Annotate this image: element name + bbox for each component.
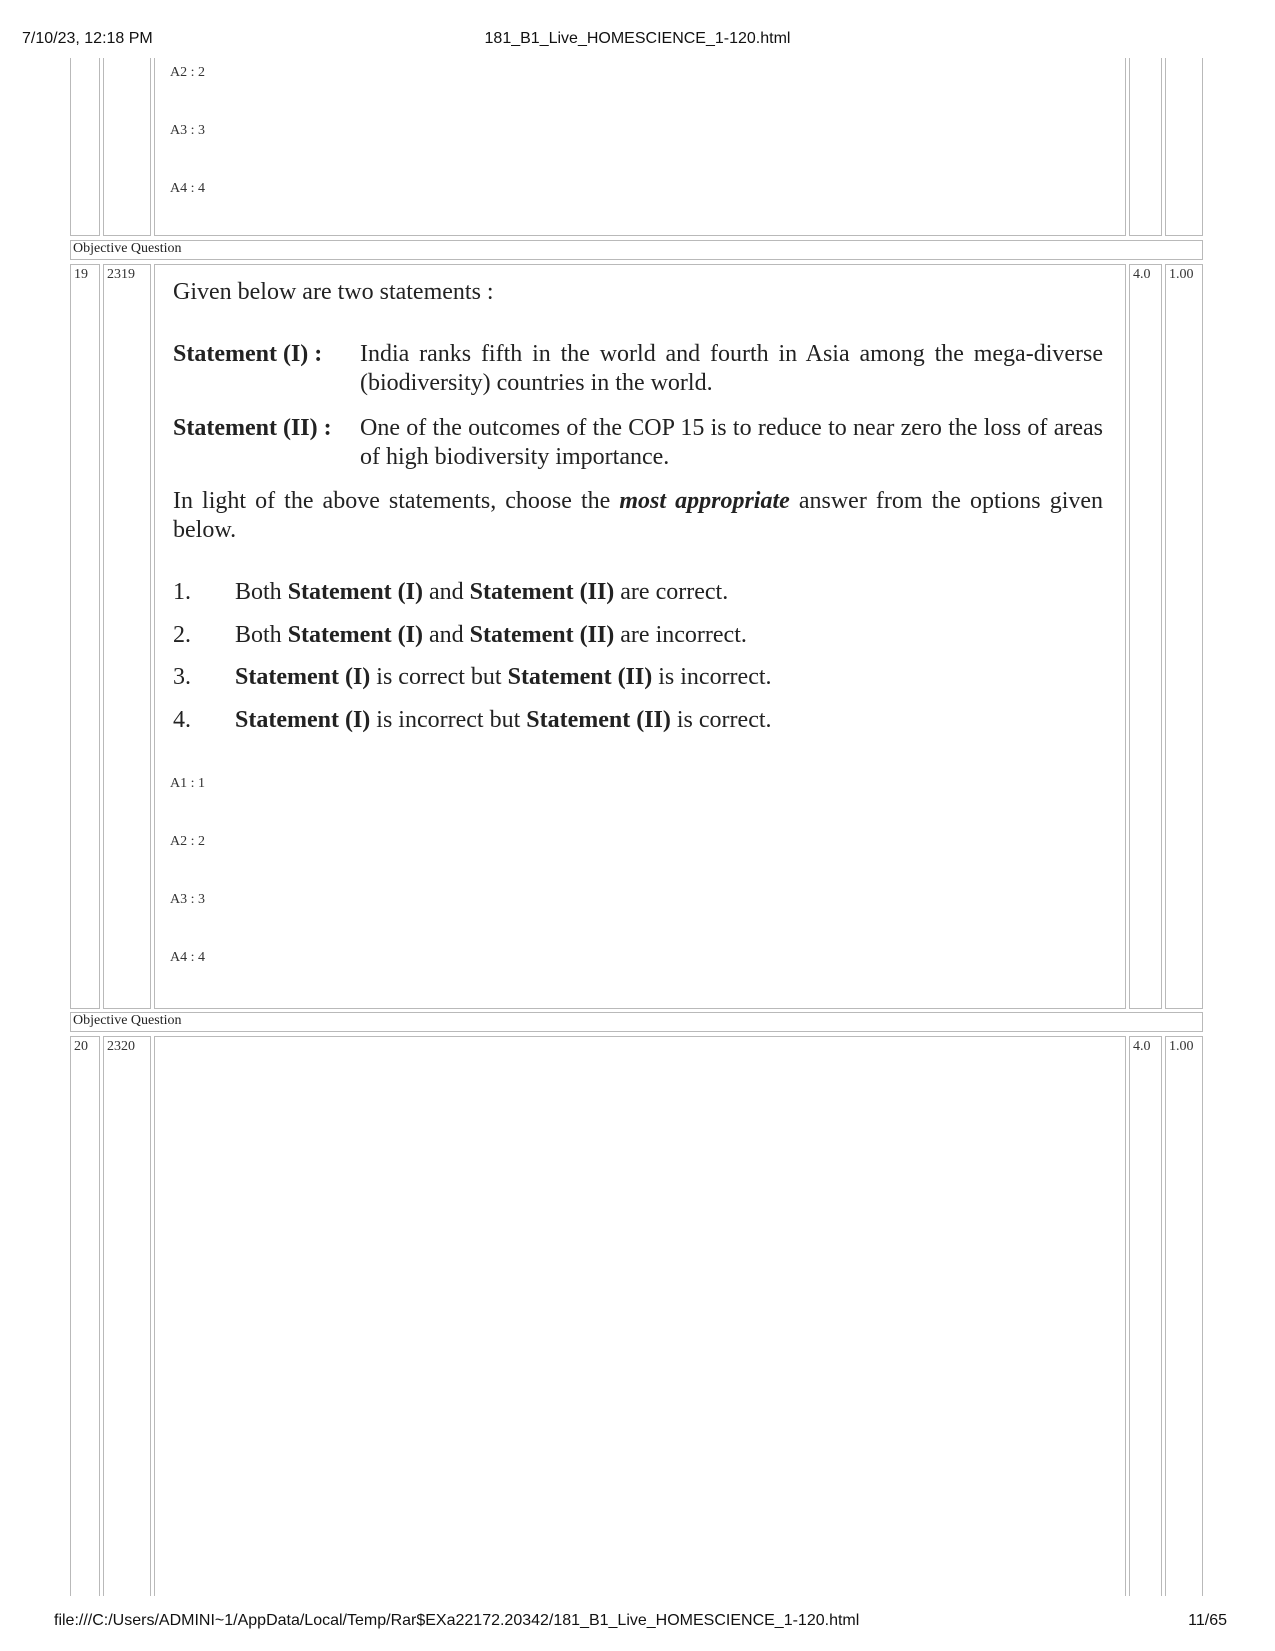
question-intro: Given below are two statements : bbox=[173, 279, 494, 305]
question-20-negative-cell bbox=[1165, 1036, 1203, 1596]
question-20-marks-cell bbox=[1129, 1036, 1162, 1596]
prev-option-a3: A3 : 3 bbox=[170, 123, 205, 138]
statement-2-text: One of the outcomes of the COP 15 is to reduce to near zero the loss of areas of high biodiversity importance. bbox=[360, 415, 1103, 470]
question-20-id-cell bbox=[103, 1036, 151, 1596]
statement-2-label: Statement (II) : bbox=[173, 415, 332, 441]
question-sno: 19 bbox=[74, 267, 88, 282]
option-a4: A4 : 4 bbox=[170, 950, 205, 965]
print-footer bbox=[0, 1612, 1275, 1634]
prev-content-cell bbox=[154, 58, 1126, 236]
question-type-label-2: Objective Question bbox=[73, 1013, 182, 1028]
file-path: file:///C:/Users/ADMINI~1/AppData/Local/Temp/Rar$EXa22172.20342/181_B1_Live_HOMESCIENCE_1-120.html bbox=[54, 1612, 860, 1629]
question-type-label: Objective Question bbox=[73, 241, 182, 256]
question-negative: 1.00 bbox=[1169, 267, 1194, 282]
question-sno-cell bbox=[70, 264, 100, 1009]
prev-option-a2: A2 : 2 bbox=[170, 65, 205, 80]
question-marks-cell bbox=[1129, 264, 1162, 1009]
option-a1: A1 : 1 bbox=[170, 776, 205, 791]
statement-1-label: Statement (I) : bbox=[173, 341, 323, 367]
prev-qid-cell bbox=[103, 58, 151, 236]
question-20-sno-cell bbox=[70, 1036, 100, 1596]
objective-question-header bbox=[70, 240, 1203, 260]
question-20-sno: 20 bbox=[74, 1039, 88, 1054]
question-marks: 4.0 bbox=[1133, 267, 1151, 282]
prev-option-a4: A4 : 4 bbox=[170, 181, 205, 196]
prev-sno-cell bbox=[70, 58, 100, 236]
question-20-id: 2320 bbox=[107, 1039, 135, 1054]
question-id-cell bbox=[103, 264, 151, 1009]
page-number: 11/65 bbox=[1188, 1612, 1227, 1629]
prev-neg-cell bbox=[1165, 58, 1203, 236]
print-datetime: 7/10/23, 12:18 PM bbox=[22, 30, 153, 47]
option-a3: A3 : 3 bbox=[170, 892, 205, 907]
instruction-emphasis: most appropriate bbox=[619, 488, 790, 514]
question-id: 2319 bbox=[107, 267, 135, 282]
objective-question-header-2 bbox=[70, 1012, 1203, 1032]
question-negative-cell bbox=[1165, 264, 1203, 1009]
question-instruction: In light of the above statements, choose the most appropriate answer from the options given below. bbox=[173, 488, 1104, 543]
question-20-negative: 1.00 bbox=[1169, 1039, 1194, 1054]
question-20-marks: 4.0 bbox=[1133, 1039, 1151, 1054]
print-header bbox=[0, 30, 1275, 52]
option-a2: A2 : 2 bbox=[170, 834, 205, 849]
question-20-body-cell bbox=[154, 1036, 1126, 1596]
prev-marks-cell bbox=[1129, 58, 1162, 236]
print-title: 181_B1_Live_HOMESCIENCE_1-120.html bbox=[484, 30, 791, 47]
statement-1-text: India ranks fifth in the world and fourth in Asia among the mega-diverse (biodiversity) countries in the world. bbox=[360, 341, 1103, 396]
